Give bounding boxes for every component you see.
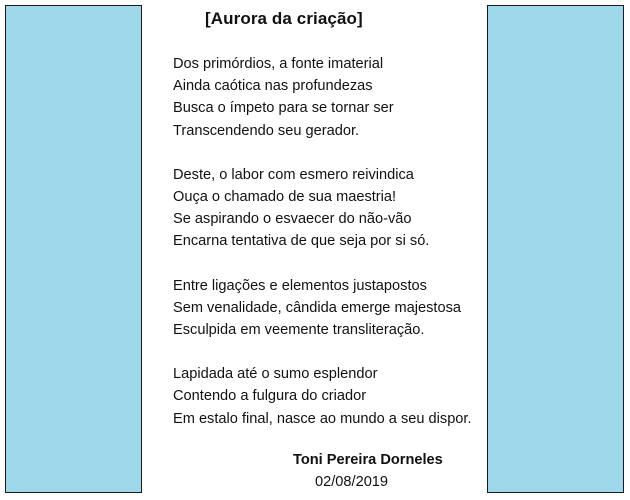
- poem-line: Deste, o labor com esmero reivindica: [173, 166, 414, 183]
- poem-line: Ainda caótica nas profundezas: [173, 78, 373, 95]
- poem-line: Esculpida em veemente transliteração.: [173, 322, 425, 339]
- poem-line: Encarna tentativa de que seja por si só.: [173, 233, 430, 250]
- poem-line: Transcendendo seu gerador.: [173, 122, 360, 139]
- poem-body: [173, 53, 483, 452]
- poem-line: Sem venalidade, cândida emerge majestosa: [173, 299, 461, 316]
- stanza-1: [173, 53, 483, 142]
- stanza-4: [173, 363, 483, 430]
- poem-author: Toni Pereira Dorneles: [293, 452, 443, 468]
- right-side-panel: [487, 5, 624, 493]
- stanza-3: [173, 275, 483, 342]
- poem-line: Dos primórdios, a fonte imaterial: [173, 56, 384, 72]
- poem-line: Contendo a fulgura do criador: [173, 388, 367, 405]
- poem-title: [Aurora da criação]: [205, 9, 363, 28]
- poem-line: Ouça o chamado de sua maestria!: [173, 189, 397, 206]
- poem-date: 02/08/2019: [315, 474, 389, 490]
- left-side-panel: [5, 5, 142, 493]
- poem-line: Em estalo final, nasce ao mundo a seu dispor.: [173, 410, 472, 427]
- poem-line: Lapidada até o sumo esplendor: [173, 366, 378, 383]
- poem-line: Se aspirando o esvaecer do não-vão: [173, 211, 412, 228]
- poem-line: Busca o ímpeto para se tornar ser: [173, 100, 394, 117]
- poem-line: Entre ligações e elementos justapostos: [173, 277, 427, 294]
- stanza-2: [173, 164, 483, 253]
